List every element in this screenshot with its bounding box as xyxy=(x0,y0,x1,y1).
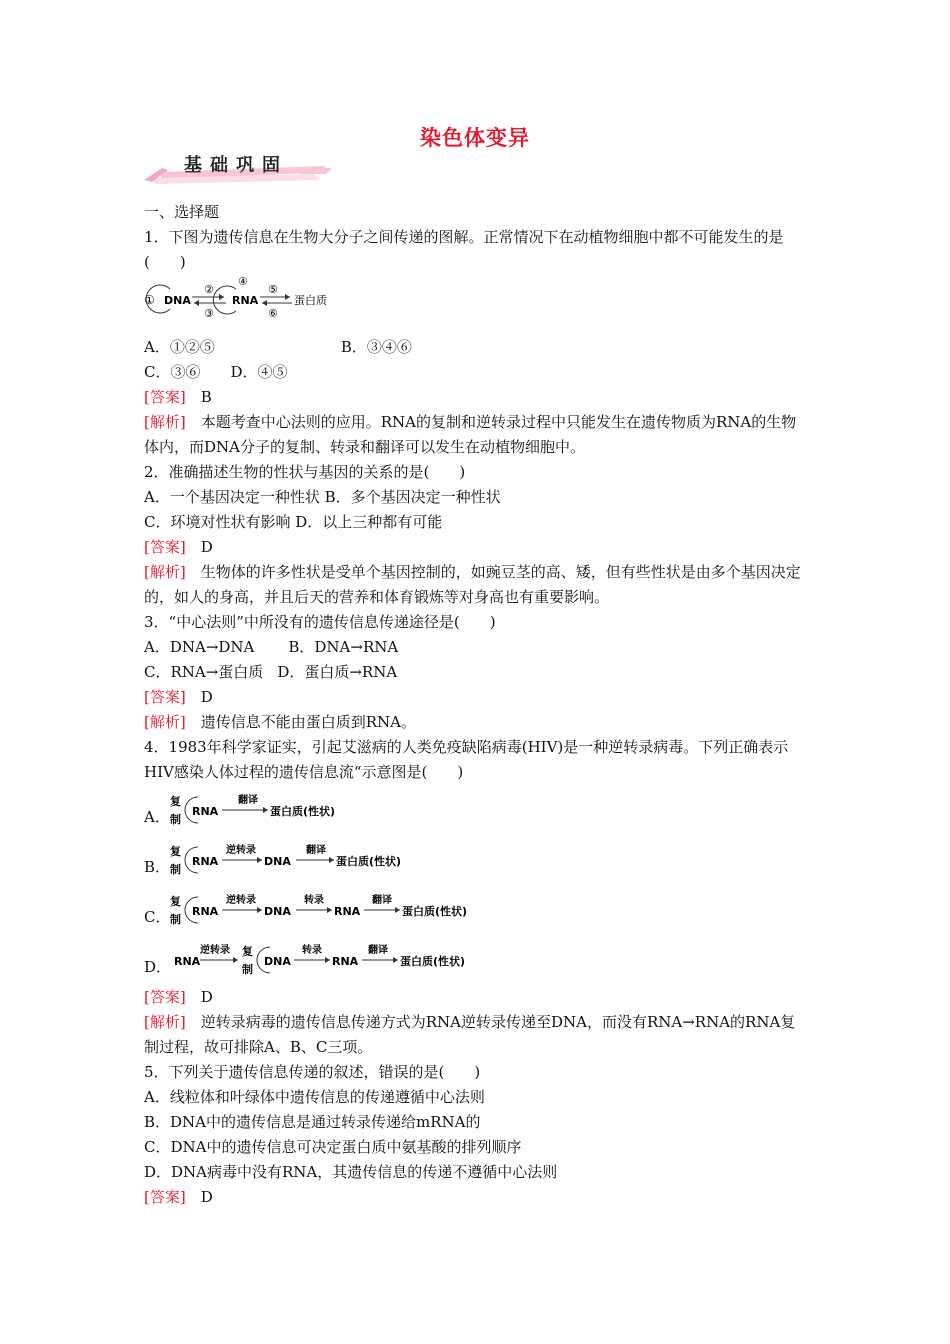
q3-analysis-text: 遗传信息不能由蛋白质到RNA。 xyxy=(200,713,416,731)
q5-answer xyxy=(144,1185,808,1210)
transcribe-label: 转录 xyxy=(304,895,324,906)
translate-label: 翻译 xyxy=(238,795,258,806)
protein-node: 蛋白质(性状) xyxy=(336,855,402,868)
q2-analysis xyxy=(144,560,808,610)
replicate-label: 制 xyxy=(242,963,253,976)
q5-option-c: C．DNA中的遗传信息可决定蛋白质中氨基酸的排列顺序 xyxy=(144,1138,522,1156)
dna-node: DNA xyxy=(264,855,291,868)
q3-answer xyxy=(144,685,808,710)
q1-options-ab xyxy=(144,335,808,360)
q3-option-a: A．DNA→DNA xyxy=(144,638,255,656)
q4-option-d-diagram xyxy=(158,935,488,985)
analysis-tag: [解析] xyxy=(144,713,186,731)
q5-option-d: D．DNA病毒中没有RNA，其遗传信息的传递不遵循中心法则 xyxy=(144,1163,558,1181)
q2-options-ab: A．一个基因决定一种性状 B．多个基因决定一种性状 xyxy=(144,488,501,506)
dna-node: DNA xyxy=(264,905,291,918)
q1-option-b: B．③④⑥ xyxy=(340,338,412,356)
q4-answer-value: D xyxy=(200,988,213,1006)
answer-tag: [答案] xyxy=(144,538,186,556)
protein-node: 蛋白质(性状) xyxy=(402,905,468,918)
q1-option-a: A．①②⑤ xyxy=(144,338,215,356)
q3-options-cd xyxy=(144,660,808,685)
q1-dna-node: DNA xyxy=(164,294,191,307)
rna-node: RNA xyxy=(192,905,219,918)
replicate-label: 制 xyxy=(170,863,181,876)
rna-node: RNA xyxy=(174,955,201,968)
rna-node: RNA xyxy=(192,805,219,818)
document-body xyxy=(144,200,808,1210)
rna-node: RNA xyxy=(332,955,359,968)
q1-label-5: ⑤ xyxy=(268,283,278,296)
q1-option-d: D．④⑤ xyxy=(230,363,288,381)
q1-protein-node: 蛋白质 xyxy=(294,294,327,307)
reverse-transcription-label: 逆转录 xyxy=(200,945,230,956)
answer-tag: [答案] xyxy=(144,1188,186,1206)
q4-option-b-diagram xyxy=(158,835,418,885)
page-title: 染色体变异 xyxy=(420,125,530,150)
rna-node: RNA xyxy=(192,855,219,868)
protein-node: 蛋白质(性状) xyxy=(400,955,466,968)
q1-answer xyxy=(144,385,808,410)
q4-option-c-diagram xyxy=(158,885,478,935)
q2-options-cd: C．环境对性状有影响 D．以上三种都有可能 xyxy=(144,513,443,531)
q4-option-b xyxy=(144,835,808,885)
q4-option-c xyxy=(144,885,808,935)
q1-label-6: ⑥ xyxy=(268,307,278,320)
analysis-tag: [解析] xyxy=(144,563,186,581)
q4-analysis xyxy=(144,1010,808,1060)
reverse-transcription-label: 逆转录 xyxy=(226,845,256,856)
q4-analysis-text: 逆转录病毒的遗传信息传递方式为RNA逆转录传递至DNA，而没有RNA→RNA的RNA复制过程，故可排除A、B、C三项。 xyxy=(144,1013,796,1056)
replicate-label: 复 xyxy=(242,945,253,958)
q3-option-c: C．RNA→蛋白质 xyxy=(144,663,264,681)
q4-option-d-label: D． xyxy=(144,958,172,976)
q1-options-cd xyxy=(144,360,808,385)
q5-stem: 5．下列关于遗传信息传递的叙述，错误的是( ) xyxy=(144,1063,481,1081)
q2-answer-value: D xyxy=(200,538,213,556)
q5-option-a: A．线粒体和叶绿体中遗传信息的传递遵循中心法则 xyxy=(144,1088,485,1106)
analysis-tag: [解析] xyxy=(144,1013,186,1031)
protein-node: 蛋白质(性状) xyxy=(270,805,336,818)
q4-stem: 4．1983年科学家证实，引起艾滋病的人类免疫缺陷病毒(HIV)是一种逆转录病毒。下列正确表示HIV感染人体过程的遗传信息流“示意图是( ) xyxy=(144,738,789,781)
q5-answer-value: D xyxy=(200,1188,213,1206)
q3-answer-value: D xyxy=(200,688,213,706)
answer-tag: [答案] xyxy=(144,688,186,706)
answer-tag: [答案] xyxy=(144,388,186,406)
q1-central-dogma-diagram xyxy=(144,275,344,321)
q1-label-3: ③ xyxy=(204,307,214,320)
q3-option-d: D．蛋白质→RNA xyxy=(277,663,398,681)
q4-option-a xyxy=(144,785,808,835)
replicate-label: 制 xyxy=(170,913,181,926)
q1-analysis-text: 本题考查中心法则的应用。RNA的复制和逆转录过程中只能发生在遗传物质为RNA的生物体内，而DNA分子的复制、转录和翻译可以发生在动植物细胞中。 xyxy=(144,413,797,456)
replicate-label: 制 xyxy=(170,813,181,826)
section-heading: 一、选择题 xyxy=(144,203,220,221)
q1-answer-value: B xyxy=(200,388,212,406)
answer-tag: [答案] xyxy=(144,988,186,1006)
q4-option-c-label: C． xyxy=(144,908,171,926)
section-banner-text: 基础巩固 xyxy=(184,155,288,176)
q1-rna-node: RNA xyxy=(232,294,259,307)
q3-option-b: B．DNA→RNA xyxy=(288,638,399,656)
q2-answer xyxy=(144,535,808,560)
reverse-transcription-label: 逆转录 xyxy=(226,895,256,906)
q4-option-b-label: B． xyxy=(144,858,171,876)
q4-option-a-diagram xyxy=(158,785,358,835)
analysis-tag: [解析] xyxy=(144,413,186,431)
q1-analysis xyxy=(144,410,808,460)
transcribe-label: 转录 xyxy=(302,945,322,956)
q3-analysis xyxy=(144,710,808,735)
q3-options-ab xyxy=(144,635,808,660)
q4-answer xyxy=(144,985,808,1010)
replicate-label: 复 xyxy=(170,895,181,908)
dna-node: DNA xyxy=(264,955,291,968)
q3-stem: 3．“中心法则”中所没有的遗传信息传递途径是( ) xyxy=(144,613,496,631)
translate-label: 翻译 xyxy=(372,895,392,906)
q1-label-4: ④ xyxy=(238,275,248,288)
q1-option-c: C．③⑥ xyxy=(144,363,201,381)
q4-option-d xyxy=(144,935,808,985)
replicate-label: 复 xyxy=(170,845,181,858)
q5-option-b: B．DNA中的遗传信息是通过转录传递给mRNA的 xyxy=(144,1113,481,1131)
q4-option-a-label: A． xyxy=(144,808,170,826)
q1-label-1: ① xyxy=(144,293,155,307)
rna-node: RNA xyxy=(334,905,361,918)
q2-stem: 2．准确描述生物的性状与基因的关系的是( ) xyxy=(144,463,466,481)
q2-analysis-text: 生物体的许多性状是受单个基因控制的，如豌豆茎的高、矮，但有些性状是由多个基因决定的，如人的身高，并且后天的营养和体育锻炼等对身高也有重要影响。 xyxy=(144,563,801,606)
q1-label-2: ② xyxy=(204,283,214,296)
replicate-label: 复 xyxy=(170,795,181,808)
translate-label: 翻译 xyxy=(368,945,388,956)
q1-stem: 1．下图为遗传信息在生物大分子之间传递的图解。正常情况下在动植物细胞中都不可能发生的是( ) xyxy=(144,228,784,271)
translate-label: 翻译 xyxy=(306,845,326,856)
